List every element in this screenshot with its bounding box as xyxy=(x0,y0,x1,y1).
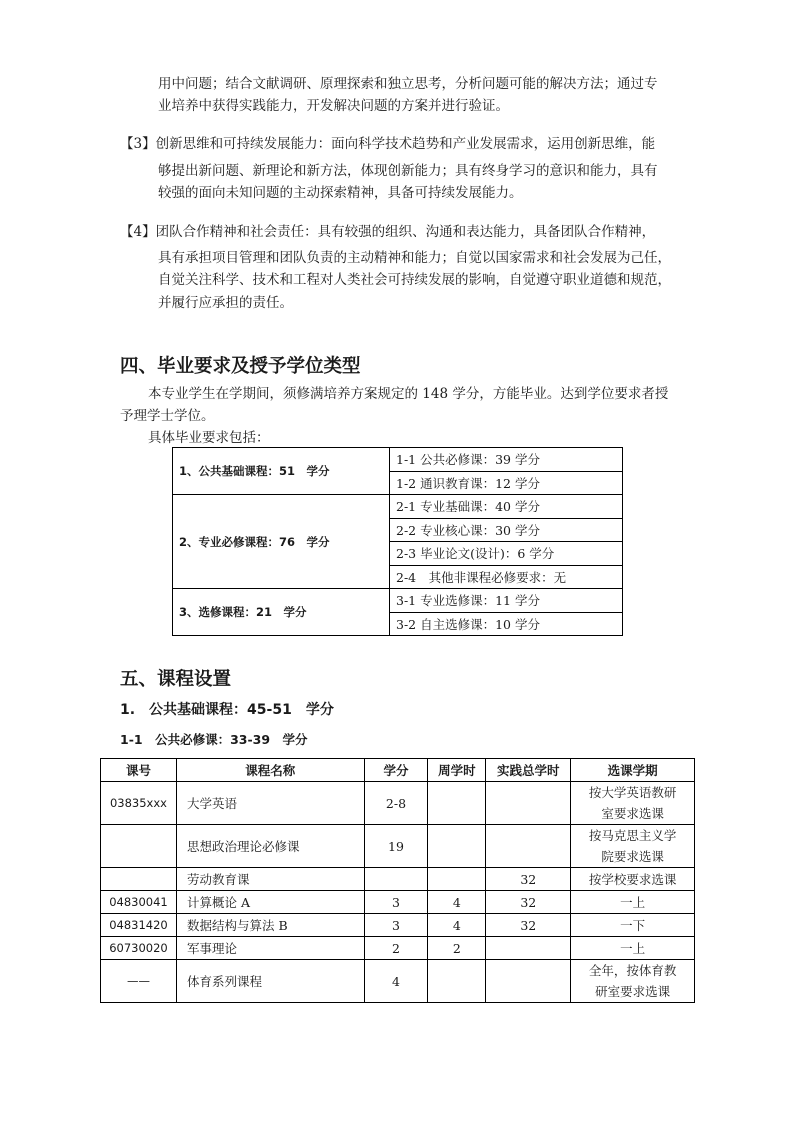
course-term xyxy=(571,825,695,868)
paragraph-line: 具有承担项目管理和团队负责的主动精神和能力；自觉以国家需求和社会发展为己任， xyxy=(158,250,671,266)
course-practice-hours: 32 xyxy=(486,891,571,914)
requirement-group-label: 1、公共基础课程：51 学分 xyxy=(173,448,390,495)
course-code: —— xyxy=(101,960,177,1003)
course-name: 劳动教育课 xyxy=(176,868,364,891)
subsection-heading: 1-1 公共必修课：33-39 学分 xyxy=(120,732,308,747)
requirement-item: 2-1 专业基础课：40 学分 xyxy=(390,495,623,519)
course-practice-hours xyxy=(486,960,571,1003)
paragraph-line: 业培养中获得实践能力，开发解决问题的方案并进行验证。 xyxy=(158,98,509,114)
paragraph-line: 自觉关注科学、技术和工程对人类社会可持续发展的影响，自觉遵守职业道德和规范， xyxy=(158,272,671,288)
subsection-heading: 1. 公共基础课程：45-51 学分 xyxy=(120,702,334,718)
course-weekly-hours xyxy=(428,960,486,1003)
requirement-item: 2-3 毕业论文(设计)：6 学分 xyxy=(390,542,623,566)
course-credit: 3 xyxy=(364,914,428,937)
table-row xyxy=(101,868,695,891)
column-header: 学分 xyxy=(364,759,428,782)
course-code: 03835xxx xyxy=(101,782,177,825)
course-practice-hours: 32 xyxy=(486,868,571,891)
course-practice-hours xyxy=(486,825,571,868)
requirement-group-label: 3、选修课程：21 学分 xyxy=(173,589,390,636)
course-code: 60730020 xyxy=(101,937,177,960)
column-header: 课程名称 xyxy=(176,759,364,782)
column-header: 课号 xyxy=(101,759,177,782)
term-line: 研室要求选课 xyxy=(595,984,671,999)
term-line: 全年，按体育教 xyxy=(588,963,677,978)
course-weekly-hours: 4 xyxy=(428,891,486,914)
course-name: 大学英语 xyxy=(176,782,364,825)
section-heading: 五、课程设置 xyxy=(120,669,232,690)
course-practice-hours: 32 xyxy=(486,914,571,937)
paragraph-line: 够提出新问题、新理论和新方法，体现创新能力；具有终身学习的意识和能力，具有 xyxy=(158,163,658,179)
course-name: 思想政治理论必修课 xyxy=(176,825,364,868)
table-header-row xyxy=(101,759,695,782)
course-weekly-hours: 2 xyxy=(428,937,486,960)
table-row xyxy=(101,937,695,960)
course-credit: 2 xyxy=(364,937,428,960)
table-row xyxy=(101,960,695,1003)
table-row xyxy=(173,589,623,613)
course-term xyxy=(571,782,695,825)
term-line: 院要求选课 xyxy=(601,849,664,864)
course-credit: 19 xyxy=(364,825,428,868)
term-line: 按大学英语教研 xyxy=(588,785,677,800)
table-row xyxy=(101,891,695,914)
table-row xyxy=(173,495,623,519)
requirement-item: 1-1 公共必修课：39 学分 xyxy=(390,448,623,472)
table-row xyxy=(173,448,623,472)
course-code: 04831420 xyxy=(101,914,177,937)
course-practice-hours xyxy=(486,937,571,960)
course-weekly-hours xyxy=(428,868,486,891)
requirement-item: 3-2 自主选修课：10 学分 xyxy=(390,612,623,636)
course-practice-hours xyxy=(486,782,571,825)
table-row xyxy=(101,825,695,868)
requirement-item: 1-2 通识教育课：12 学分 xyxy=(390,471,623,495)
column-header: 实践总学时 xyxy=(486,759,571,782)
course-code: 04830041 xyxy=(101,891,177,914)
course-name: 体育系列课程 xyxy=(176,960,364,1003)
course-name: 计算概论 A xyxy=(176,891,364,914)
graduation-requirements-table xyxy=(172,447,623,636)
course-weekly-hours xyxy=(428,825,486,868)
paragraph-line: 本专业学生在学期间，须修满培养方案规定的 148 学分，方能毕业。达到学位要求者授 xyxy=(148,386,669,402)
table-row xyxy=(101,782,695,825)
paragraph-line: 并履行应承担的责任。 xyxy=(158,295,293,311)
course-term: 一下 xyxy=(571,914,695,937)
column-header: 选课学期 xyxy=(571,759,695,782)
course-code xyxy=(101,825,177,868)
course-term: 一上 xyxy=(571,891,695,914)
column-header: 周学时 xyxy=(428,759,486,782)
course-table xyxy=(100,758,695,1003)
course-weekly-hours xyxy=(428,782,486,825)
paragraph-line: 【4】团队合作精神和社会责任：具有较强的组织、沟通和表达能力，具备团队合作精神， xyxy=(120,224,656,240)
table-row xyxy=(101,914,695,937)
course-credit: 3 xyxy=(364,891,428,914)
course-name: 数据结构与算法 B xyxy=(176,914,364,937)
requirement-group-label: 2、专业必修课程：76 学分 xyxy=(173,495,390,589)
term-line: 按马克思主义学 xyxy=(588,828,677,843)
requirement-item: 3-1 专业选修课：11 学分 xyxy=(390,589,623,613)
paragraph-line: 予理学士学位。 xyxy=(120,408,215,424)
course-code xyxy=(101,868,177,891)
course-term xyxy=(571,960,695,1003)
course-term: 按学校要求选课 xyxy=(571,868,695,891)
course-name: 军事理论 xyxy=(176,937,364,960)
paragraph-line: 较强的面向未知问题的主动探索精神，具备可持续发展能力。 xyxy=(158,185,523,201)
course-credit xyxy=(364,868,428,891)
course-credit: 2-8 xyxy=(364,782,428,825)
requirement-item: 2-2 专业核心课：30 学分 xyxy=(390,518,623,542)
paragraph-line: 用中问题；结合文献调研、原理探索和独立思考，分析问题可能的解决方法；通过专 xyxy=(158,76,658,92)
paragraph-line: 具体毕业要求包括： xyxy=(148,430,270,446)
paragraph-line: 【3】创新思维和可持续发展能力：面向科学技术趋势和产业发展需求，运用创新思维，能 xyxy=(120,136,656,152)
requirement-item: 2-4 其他非课程必修要求：无 xyxy=(390,565,623,589)
course-weekly-hours: 4 xyxy=(428,914,486,937)
course-credit: 4 xyxy=(364,960,428,1003)
section-heading: 四、毕业要求及授予学位类型 xyxy=(120,356,361,377)
term-line: 室要求选课 xyxy=(601,806,664,821)
course-term: 一上 xyxy=(571,937,695,960)
